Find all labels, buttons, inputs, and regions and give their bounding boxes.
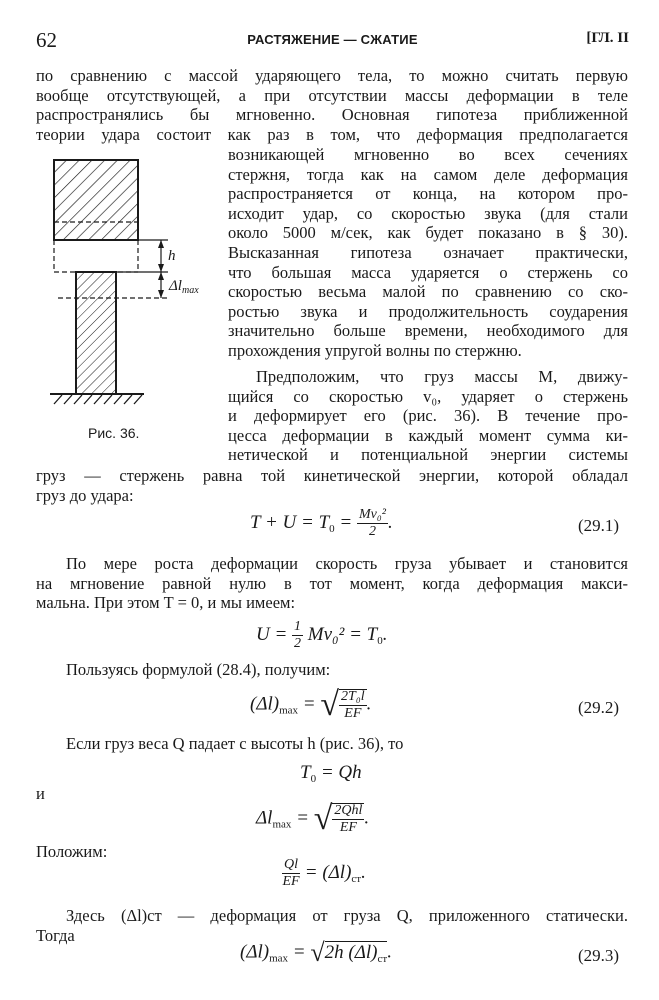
equation-t0: $T_0 = Qh$ [300, 762, 362, 785]
equation-delta-l-max: $\Delta l_{max}$ = √ $\frac{\text{2Qhl}}{EF}$ . [256, 800, 370, 837]
equation-number: (29.1) [578, 516, 620, 535]
figure-36-diagram [36, 152, 226, 422]
text-line: прохождения упругой волны по стержню. [228, 340, 522, 360]
text-line: нетической и потенциальной энергии системы [228, 445, 628, 465]
equation-29-1: $T + U = T_0$ = $\frac{\text{Mv₀²}}{2}$ . [250, 507, 393, 539]
intro-paragraph [36, 66, 628, 144]
text-line: и деформирует его (рис. 36). В течение про- [228, 406, 628, 426]
equation-number: (29.3) [578, 946, 620, 965]
text-line: мальна. При этом T = 0, и мы имеем: [36, 593, 296, 613]
rod [76, 272, 116, 394]
text-line: вообще отсутствующей, а при отсутствии массы деформации в теле [36, 85, 628, 105]
page-number: 62 [36, 28, 57, 52]
equation-29-3: $(\Delta l)_{max} = √2h$ $(\Delta l)_{ст}$. [240, 938, 392, 967]
text-line: теории удара состоит как раз в том, что деформация предполагается [36, 124, 628, 144]
equation-number: (29.2) [578, 698, 620, 717]
text-line: что большая масса ударяется о стержень со [228, 262, 628, 282]
svg-text:Δlmax [168, 278, 199, 296]
text-line: груз — стержень равна той кинетической энергии, которой обладал [36, 466, 628, 485]
paragraph-5: Положим: [36, 842, 108, 861]
paragraph-3: Пользуясь формулой (28.4), получим: [66, 660, 331, 679]
page-header [36, 28, 629, 52]
text-line: Высказанная гипотеза означает практически, [228, 242, 628, 262]
full-paragraph [36, 466, 628, 505]
text-line: стержня, тогда как на самом деле деформация [228, 164, 628, 184]
weight-block [54, 160, 138, 240]
text-line: Здесь (Δl)ст — деформация от груза Q, приложенного статически. [66, 906, 628, 925]
word-and: и [36, 784, 45, 803]
label-delta-l: Δl [169, 278, 182, 294]
wrap-paragraph [228, 145, 628, 361]
text-line: возникающей мгновенно во всех сечениях [228, 145, 628, 164]
text-line: Тогда [36, 925, 75, 945]
running-title: РАСТЯЖЕНИЕ — СЖАТИЕ [247, 32, 418, 47]
label-h: h [168, 248, 176, 264]
text-line: Предположим, что груз массы M, движу- [256, 367, 628, 386]
paragraph-4: Если груз веса Q падает с высоты h (рис. 36), то [66, 734, 404, 753]
equation-energy: U = $\frac{1}{2}$ $Mv_0^2 = T_0$. [256, 619, 388, 651]
text-line: исходит удар, со скоростью звука (для стали [228, 203, 628, 223]
paragraph-2 [36, 554, 628, 613]
figure-caption: Рис. 36. [88, 425, 140, 441]
text-line: груз до удара: [36, 485, 134, 505]
text-line: на мгновение равной нулю в тот момент, когда деформация макси- [36, 573, 628, 593]
text-line: По мере роста деформации скорость груза убывает и становится [66, 554, 628, 573]
text-line: скоростью весьма малой по сравнению со ско- [228, 282, 628, 302]
text-line: ростью звука и продолжительность соударения [228, 301, 628, 321]
text-line: распространялись бы мгновенно. Основная гипотеза приближенной [36, 105, 628, 125]
text-line: цесса деформации в каждый момент сумма ки- [228, 425, 628, 445]
equation-29-2: $(\Delta l)_{max}$ = √ $\frac{\text{2T₀l}}{EF}$ . [250, 686, 372, 723]
chapter-label: [ГЛ. II [586, 30, 629, 46]
text-line: значительно больше времени, необходимого для [228, 321, 628, 341]
text-line: около 5000 м/сек, как будет показано в § 30). [228, 223, 628, 243]
text-line: щийся со скоростью v₀, ударяет о стержень [228, 386, 628, 406]
label-max: max [181, 285, 199, 296]
wrap2-paragraph [228, 367, 628, 465]
text-line: по сравнению с массой ударяющего тела, то можно считать первую [36, 66, 628, 85]
text-line: распространяется от конца, на котором про- [228, 184, 628, 204]
equation-static-deformation: $\frac{Ql}{EF}$ = $(\Delta l)_{ст}$. [282, 857, 366, 889]
